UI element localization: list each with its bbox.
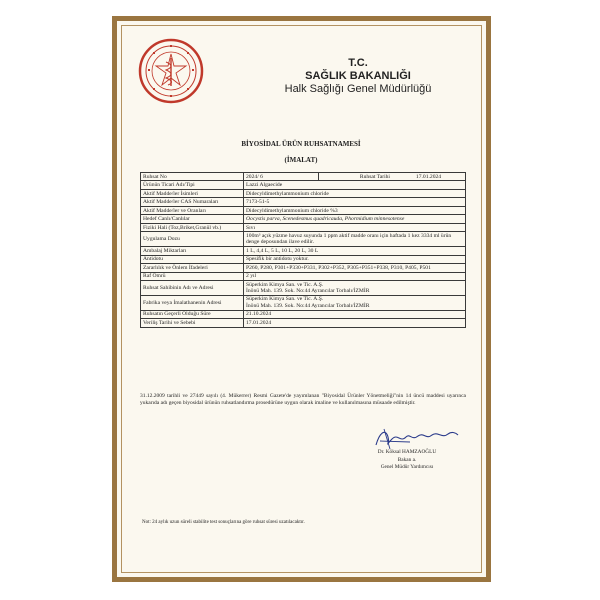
row-value: 100m³ açık yüzme havuz suyunda 1 ppm aktif madde oranı için haftada 1 kez 3334 ml ürün dengе deposundan ilave edilir. — [244, 232, 466, 247]
table-row — [141, 232, 466, 247]
row-label: Zararlılık ve Önlem İfadeleri — [141, 264, 244, 272]
row-label: Ruhsat Sahibinin Adı ve Adresi — [141, 281, 244, 296]
row-value: 17.01.2024 — [244, 319, 466, 327]
row-label: Aktif Madde/ler İsimleri — [141, 189, 244, 197]
legal-paragraph: 31.12.2009 tarihli ve 27449 sayılı (4. Mükerrer) Resmi Gazete'de yayımlanan "Biyosidal Ürünler Yönetmeliği"nin 14 üncü maddesi uyarınca yukarıda adı geçen biyosidal ürünün ruhsatlandırma prosedürüne uygun olarak imaline ve kullanılmasına müsaade edilmiştir. — [140, 393, 466, 407]
row-label: Ürünün Ticari Adı/Tipi — [141, 181, 244, 189]
company-name: Süperkim Kimya San. ve Tic. A.Ş. — [246, 296, 324, 303]
ruhsat-no-value: 2024/ 6 — [244, 173, 319, 181]
row-label: Ruhsatın Geçerli Olduğu Süre — [141, 310, 244, 318]
row-label: Aktif Madde/ler CAS Numaraları — [141, 198, 244, 206]
row-label: Veriliş Tarihi ve Sebebi — [141, 319, 244, 327]
table-row — [141, 206, 466, 214]
row-label: Uygulama Dozu — [141, 232, 244, 247]
table-row — [141, 319, 466, 327]
signatory-role: Bakan a. — [397, 457, 417, 463]
table-row — [141, 264, 466, 272]
table-row — [141, 272, 466, 280]
header-directorate: Halk Sağlığı Genel Müdürlüğü — [284, 83, 432, 95]
row-value: Sıvı — [244, 223, 466, 231]
row-value: Didecyldimethylammonium chloride %3 — [244, 206, 466, 214]
company-address: İnönü Mah. 139. Sok. No:44 Ayrancılar Torbalı/İZMİR — [246, 288, 370, 294]
table-row — [141, 247, 466, 255]
row-value: 2 yıl — [244, 272, 466, 280]
document-subtitle: (İMALAT) — [284, 156, 318, 164]
ruhsat-tarihi-value: 17.01.2024 — [392, 173, 466, 181]
footnote: Not: 24 aylık uzun süreli stabilite test sonuçlarına göre ruhsat süresi uzatılacaktır. — [142, 520, 305, 525]
handwritten-signature — [370, 425, 460, 451]
row-value: Oocystis parva, Scenedesmus quadricauda, Phormidium minnesotense — [244, 215, 466, 223]
row-value — [244, 295, 466, 310]
row-value: Lazzi Algaecide — [244, 181, 466, 189]
company-address: İnönü Mah. 139. Sok. No:44 Ayrancılar Torbalı/İZMİR — [246, 302, 370, 309]
ruhsat-no-label: Ruhsat No — [141, 173, 244, 181]
table-row — [141, 198, 466, 206]
table-row — [141, 181, 466, 189]
row-value: 7173-51-5 — [244, 198, 466, 206]
table-row — [141, 295, 466, 310]
row-value: Didecyldimethylammonium chloride — [244, 189, 466, 197]
signatory-title: Genel Müdür Yardımcısı — [380, 464, 434, 470]
ruhsat-tarihi-label: Ruhsat Tarihi — [319, 173, 393, 181]
row-label: Fiziki Hali (Toz,Briket,Granül vb.) — [141, 223, 244, 231]
signatory-name: Dr. Köksal HAMZAOĞLU — [377, 449, 437, 455]
row-value — [244, 281, 466, 296]
header-tc: T.C. — [348, 57, 368, 69]
row-label: Aktif Madde/ler ve Oranları — [141, 206, 244, 214]
row-label: Fabrika veya İmalathanenin Adresi — [141, 295, 244, 310]
row-value: Spesifik bir antidotu yoktur. — [244, 255, 466, 263]
table-row — [141, 189, 466, 197]
row-label: Antidotu — [141, 255, 244, 263]
table-row — [141, 215, 466, 223]
row-label: Ambalaj Miktarları — [141, 247, 244, 255]
document-title: BİYOSİDAL ÜRÜN RUHSATNAMESİ — [241, 140, 361, 148]
row-value: P260, P280, P301+P330+P331, P302+P352, P305+P351+P338, P310, P405, P501 — [244, 264, 466, 272]
row-value: 1 L, 4,4 L, 5 L, 10 L, 20 L, 30 L — [244, 247, 466, 255]
ministry-seal-icon — [138, 38, 204, 104]
header-ministry: SAĞLIK BAKANLIĞI — [305, 70, 411, 82]
company-name: Süperkim Kimya San. ve Tic. A.Ş. — [246, 281, 324, 288]
row-value: 21.10.2024 — [244, 310, 466, 318]
table-row — [141, 223, 466, 231]
row-label: Hedef Canlı/Canlılar — [141, 215, 244, 223]
table-row — [141, 173, 466, 181]
table-row — [141, 281, 466, 296]
table-row — [141, 310, 466, 318]
row-label: Raf Ömrü — [141, 272, 244, 280]
license-table — [140, 172, 466, 328]
table-row — [141, 255, 466, 263]
